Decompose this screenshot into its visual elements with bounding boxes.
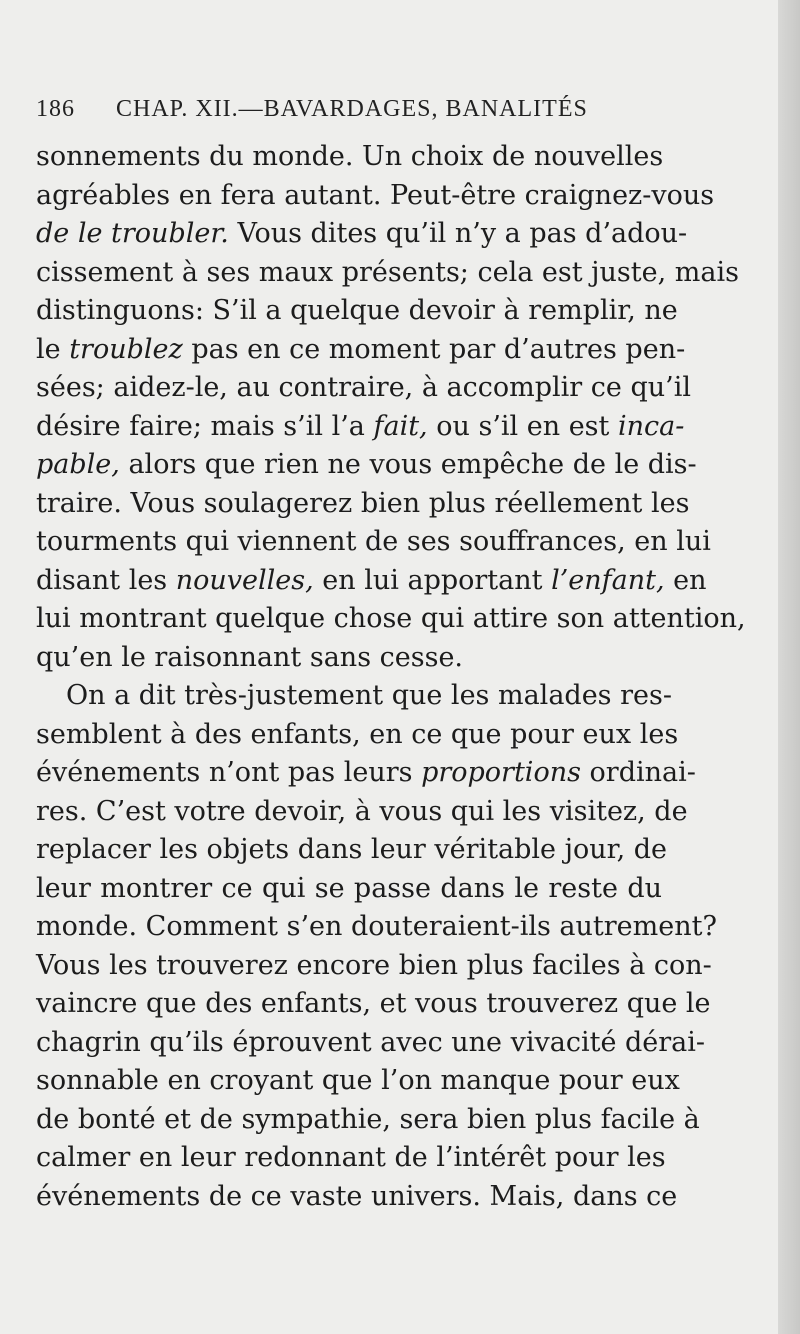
- text-line: [36, 908, 717, 947]
- text-line: [36, 331, 686, 370]
- text-run: qu’en le raisonnant sans cesse.: [36, 641, 464, 673]
- text-run: agréables en fera autant. Peut-être craignez-vous: [36, 179, 715, 211]
- text-line: [36, 793, 688, 832]
- text-run: calmer en leur redonnant de l’intérêt pour les: [36, 1142, 666, 1173]
- text-line: [36, 446, 697, 485]
- text-line: [36, 254, 739, 293]
- text-line: [36, 716, 679, 755]
- text-line: [36, 600, 746, 639]
- text-run: tourments qui viennent de ses souffrances, en lui: [36, 526, 711, 557]
- text-line: [36, 754, 696, 793]
- text-line: [36, 639, 662, 678]
- text-run: en lui apportant: [313, 564, 552, 596]
- italic-run: de le troubler.: [36, 218, 229, 249]
- italic-run: pable,: [36, 449, 120, 480]
- text-run: ou s’il en est: [427, 410, 618, 442]
- text-line: [36, 292, 678, 331]
- text-run: sonnements du monde. Un choix de nouvelles: [36, 141, 664, 172]
- running-head: CHAP. XII.—BAVARDAGES, BANALITÉS: [116, 96, 588, 122]
- text-line: [36, 138, 662, 177]
- text-line: [36, 177, 715, 216]
- text-run: sées; aidez-le, au contraire, à accomplir ce qu’il: [36, 372, 691, 403]
- text-run: événements n’ont pas leurs: [36, 757, 422, 788]
- text-run: lui montrant quelque chose qui attire son attention,: [36, 603, 746, 634]
- page-gutter: [778, 0, 800, 1334]
- text-line: [36, 523, 711, 562]
- text-line: [36, 1139, 666, 1178]
- text-run: chagrin qu’ils éprouvent avec une vivacité dérai-: [36, 1026, 706, 1058]
- text-run: Vous les trouverez encore bien plus faciles à con-: [36, 949, 712, 981]
- italic-run: proportions: [421, 757, 581, 788]
- text-run: ordinai-: [580, 757, 696, 788]
- text-run: replacer les objets dans leur véritable jour, de: [36, 834, 668, 865]
- text-line: [36, 870, 662, 909]
- text-run: semblent à des enfants, en ce que pour eux les: [36, 718, 679, 750]
- text-run: pas en ce moment par d’autres pen-: [182, 333, 686, 365]
- text-run: res. C’est votre devoir, à vous qui les visitez, de: [36, 795, 688, 827]
- italic-run: troublez: [69, 333, 183, 365]
- text-line: [36, 831, 668, 870]
- text-run: leur montrer ce qui se passe dans le reste du: [36, 872, 662, 904]
- text-run: disant les: [36, 564, 176, 596]
- italic-run: nouvelles,: [175, 564, 314, 596]
- text-line: [36, 562, 707, 601]
- text-run: monde. Comment s’en douteraient-ils autrement?: [36, 911, 717, 942]
- text-line: [36, 215, 688, 254]
- text-run: le: [36, 333, 70, 365]
- text-run: On a dit très-justement que les malades res-: [66, 680, 672, 711]
- text-run: sonnable en croyant que l’on manque pour eux: [36, 1065, 680, 1096]
- text-line: [36, 1062, 680, 1101]
- italic-run: fait,: [373, 410, 428, 442]
- text-line: [36, 369, 691, 408]
- text-run: désire faire; mais s’il l’a: [36, 410, 374, 442]
- text-line: [36, 1178, 678, 1217]
- text-line: [36, 485, 690, 524]
- text-line: [36, 1024, 706, 1063]
- page-number: 186: [36, 96, 75, 122]
- text-line: [36, 677, 672, 716]
- text-run: cissement à ses maux présents; cela est juste, mais: [36, 256, 739, 288]
- italic-run: inca-: [617, 410, 685, 442]
- text-line: [36, 408, 685, 447]
- italic-run: l’enfant,: [551, 564, 665, 596]
- text-run: distinguons: S’il a quelque devoir à remplir, ne: [36, 295, 678, 326]
- text-run: de bonté et de sympathie, sera bien plus facile à: [36, 1103, 700, 1135]
- text-line: [36, 947, 712, 986]
- body-text: [36, 138, 746, 1216]
- text-run: en: [664, 564, 707, 596]
- text-run: traire. Vous soulagerez bien plus réellement les: [36, 487, 690, 519]
- text-line: [36, 1101, 700, 1140]
- text-line: [36, 985, 711, 1024]
- text-run: événements de ce vaste univers. Mais, dans ce: [36, 1180, 678, 1212]
- text-run: alors que rien ne vous empêche de le dis-: [119, 449, 697, 480]
- page-header: [36, 96, 662, 126]
- text-run: Vous dites qu’il n’y a pas d’adou-: [228, 218, 688, 249]
- text-run: vaincre que des enfants, et vous trouverez que le: [36, 988, 711, 1019]
